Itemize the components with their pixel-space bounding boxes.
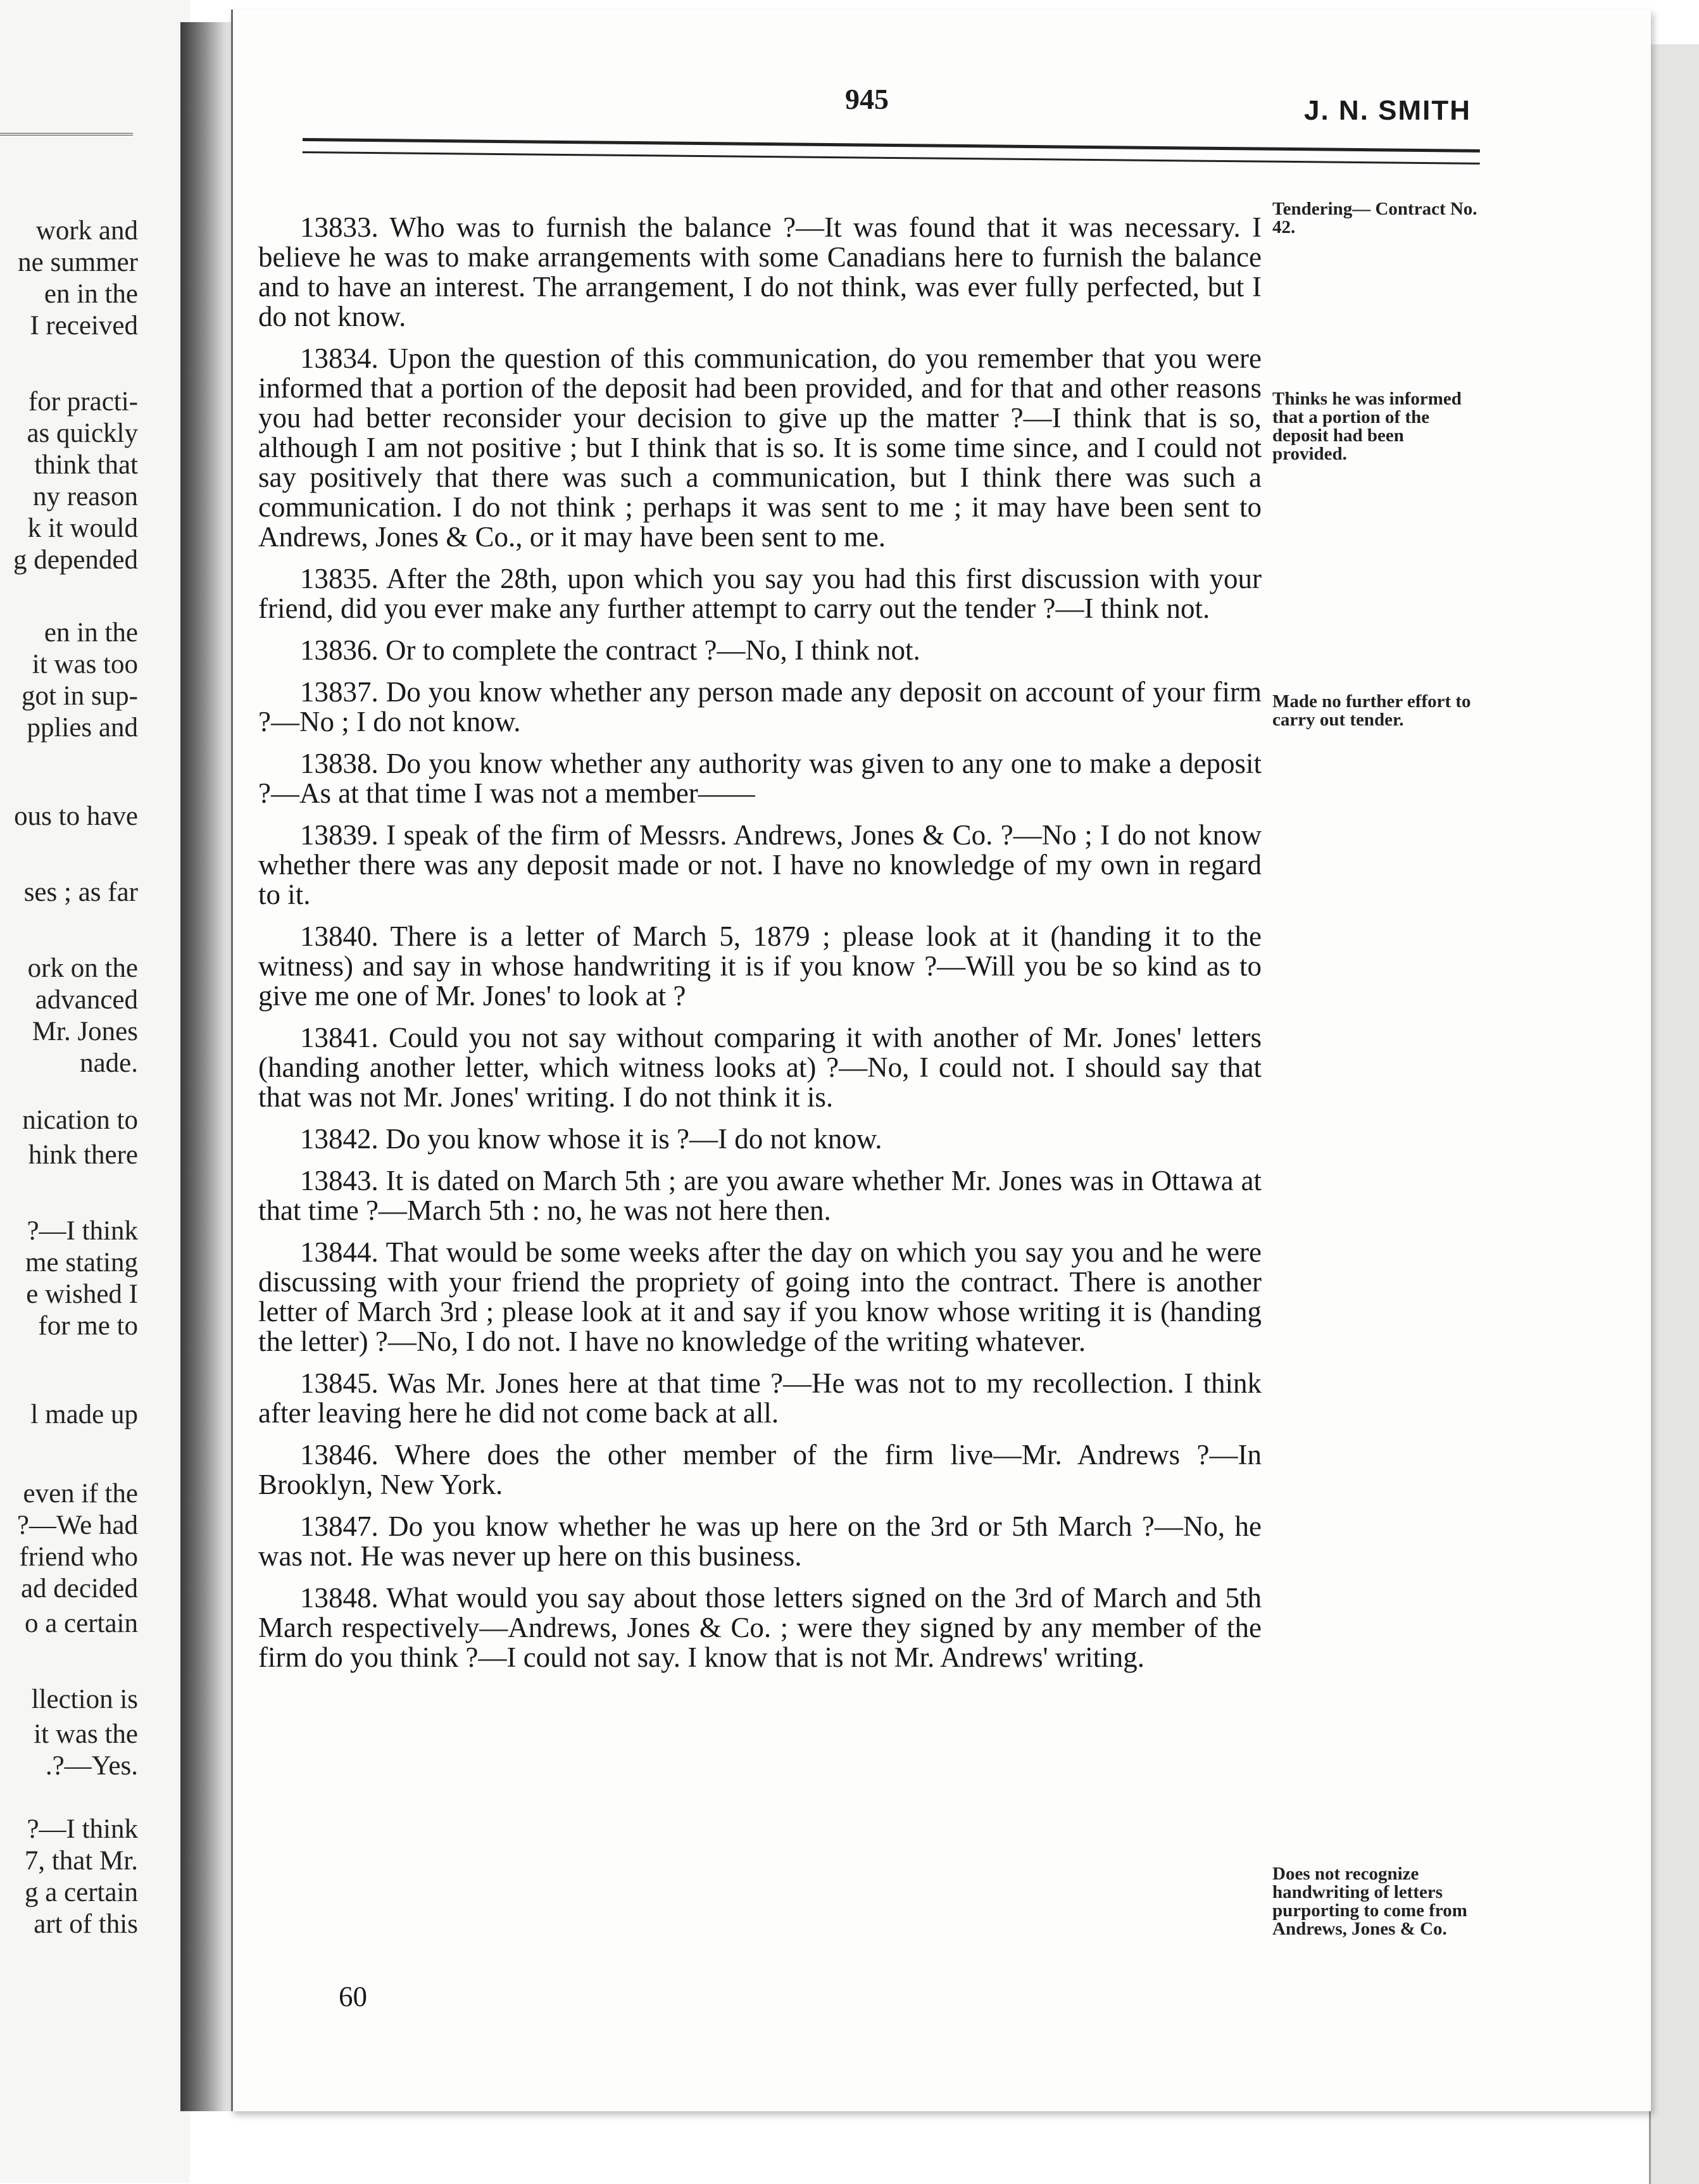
testimony-paragraph: 13840. There is a letter of March 5, 1879 ; please look at it (handing it to the witness) and say in whose handwriting it is if you know ?—Will you be so kind as to give me one of Mr. Jones' to look at ? [258,920,1262,1012]
facing-page-fragment: for practi- [28,387,138,417]
testimony-paragraph: 13844. That would be some weeks after the day on which you say you and he were discussing with your friend the propriety of going into the contract. There is another letter of March 3rd ; please look at it and say if you know whose writing it is (handing the letter) ?—No, I do not. I have no knowledge of the writing whatever. [258,1236,1262,1357]
facing-page-edge [0,0,190,2183]
testimony-paragraph: 13845. Was Mr. Jones here at that time ?—He was not to my recollection. I think after leaving here he did not come back at all. [258,1367,1262,1429]
testimony-paragraph: 13836. Or to complete the contract ?—No, I think not. [300,634,920,666]
facing-page-fragment: work and [35,216,138,246]
facing-page-fragment: Mr. Jones [32,1017,138,1046]
side-note-deposit: Thinks he was informed that a portion of the deposit had been provided. [1272,389,1462,464]
side-note-tendering: Tendering— Contract No. 42. [1272,199,1477,237]
facing-page-fragment: it was the [34,1719,138,1749]
signature-number: 60 [339,1981,367,2012]
facing-page-fragment: l made up [30,1400,138,1429]
facing-page-fragment: .?—Yes. [45,1751,138,1781]
facing-page-fragment: ous to have [14,801,138,831]
facing-page-fragment: ne summer [18,248,138,277]
facing-page-fragment: got in sup- [22,681,138,711]
facing-page-fragment: ?—We had [16,1510,138,1540]
testimony-paragraph: 13835. After the 28th, upon which you say you had this first discussion with your friend, did you ever make any further attempt to carry out the tender ?—I think not. [258,563,1262,624]
facing-page-fragment: en in the [44,279,138,309]
testimony-paragraph: 13847. Do you know whether he was up here on the 3rd or 5th March ?—No, he was not. He was never up here on this business. [258,1510,1262,1572]
facing-page-fragment: nade. [80,1048,138,1078]
facing-page-fragment: pplies and [27,713,138,743]
testimony-paragraph: 13837. Do you know whether any person made any deposit on account of your firm ?—No ; I do not know. [258,676,1262,737]
facing-page-fragment: nication to [22,1105,138,1135]
facing-page-fragment: g a certain [24,1878,138,1907]
testimony-paragraph: 13834. Upon the question of this communication, do you remember that you were informed that a portion of the deposit had been provided, and for that and other reasons you had better reconsider your decision to give up the matter ?—I think that is so, although I am not positive ; but I think that is so. It is some time since, and I could not say positively that there was such a communication, but I think there was such a communication. I do not think ; perhaps it was sent to me ; it may have been sent to Andrews, Jones & Co., or it may have been sent to me. [258,342,1262,553]
page-number: 945 [845,83,889,115]
facing-page-fragment: it was too [32,650,138,679]
facing-page-fragment: even if the [23,1479,138,1509]
testimony-paragraph: 13839. I speak of the firm of Messrs. Andrews, Jones & Co. ?—No ; I do not know whether there was any deposit made or not. I have no knowledge of my own in regard to it. [258,819,1262,910]
facing-page-fragment: art of this [34,1909,138,1939]
testimony-paragraph: 13838. Do you know whether any authority was given to any one to make a deposit ?—As at that time I was not a member—— [258,748,1262,809]
facing-page-fragment: ad decided [20,1574,138,1603]
facing-page-fragment: ?—I think [27,1216,138,1246]
facing-page-fragment: hink there [28,1140,138,1170]
next-page-edge [1649,44,1699,2184]
facing-page-fragment: 7, that Mr. [24,1846,138,1876]
facing-page-fragment: friend who [19,1542,138,1572]
facing-page-fragment: en in the [44,618,138,648]
facing-page-fragment: llection is [31,1685,138,1714]
facing-page-fragment: think that [34,450,138,480]
running-head: J. N. SMITH [1304,95,1472,126]
facing-page-fragment: e wished I [26,1279,138,1309]
facing-page-fragment: for me to [38,1311,138,1341]
side-note-handwriting: Does not recognize handwriting of letters purporting to come from Andrews, Jones & Co. [1272,1864,1467,1939]
facing-page-fragment: as quickly [27,418,138,448]
facing-page-fragment: me stating [25,1248,138,1277]
facing-page-fragment: I received [30,311,138,341]
facing-page-fragment: advanced [35,985,138,1015]
facing-page-fragment: ?—I think [27,1814,138,1844]
facing-page-fragment: ses ; as far [23,877,138,907]
testimony-paragraph: 13848. What would you say about those letters signed on the 3rd of March and 5th March respectively—Andrews, Jones & Co. ; were they signed by any member of the firm do you think ?—I could not say. I know that is not Mr. Andrews' writing. [258,1582,1262,1673]
facing-page-fragment: k it would [27,513,138,543]
testimony-body [258,213,1262,1685]
facing-page-fragment: ork on the [27,953,138,983]
side-note-no-further-effort: Made no further effort to carry out tender. [1272,691,1471,730]
testimony-paragraph: 13833. Who was to furnish the balance ?—It was found that it was necessary. I believe he was to make arrangements with some Canadians here to furnish the balance and to have an interest. The arrangement, I do not think, was ever fully perfected, but I do not know. [258,211,1262,332]
testimony-paragraph: 13846. Where does the other member of the firm live—Mr. Andrews ?—In Brooklyn, New York. [258,1439,1262,1500]
testimony-paragraph: 13841. Could you not say without comparing it with another of Mr. Jones' letters (handing another letter, which witness looks at) ?—No, I could not. I should say that that was not Mr. Jones' writing. I do not think it is. [258,1022,1262,1113]
facing-page-fragment: g depended [13,545,138,575]
testimony-paragraph: 13842. Do you know whose it is ?—I do not know. [300,1123,882,1155]
testimony-paragraph: 13843. It is dated on March 5th ; are you aware whether Mr. Jones was in Ottawa at that time ?—March 5th : no, he was not here then. [258,1165,1262,1226]
facing-page-fragment: ny reason [33,482,138,511]
facing-page-rule [0,133,133,135]
facing-page-fragment: o a certain [24,1609,138,1638]
book-gutter [180,22,234,2111]
